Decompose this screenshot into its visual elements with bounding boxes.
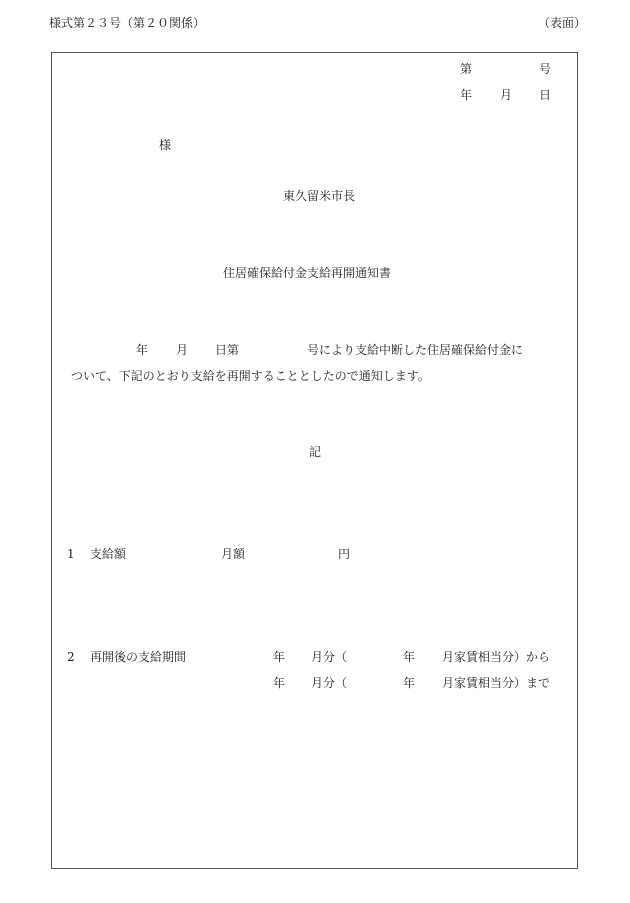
item2-row1-year2: 年 — [403, 650, 416, 664]
issuer: 東久留米市長 — [283, 189, 356, 203]
item1-label: 支給額 — [90, 547, 127, 561]
side-label: （表面） — [538, 16, 587, 30]
body-day-number: 日第 — [215, 343, 240, 357]
document-title: 住居確保給付金支給再開通知書 — [223, 266, 392, 280]
item2-row1-month-part: 月分（ — [311, 650, 348, 664]
ki-heading: 記 — [309, 445, 322, 459]
item2-row1-year: 年 — [273, 650, 286, 664]
body-month: 月 — [176, 343, 189, 357]
body-year: 年 — [136, 343, 149, 357]
addressee-suffix: 様 — [159, 138, 172, 152]
item1-number: 1 — [67, 547, 75, 561]
item2-label: 再開後の支給期間 — [90, 650, 187, 664]
item2-row2-year2: 年 — [403, 676, 416, 690]
body-line1: 号により支給中断した住居確保給付金に — [307, 343, 524, 357]
item2-number: 2 — [67, 650, 75, 664]
item1-monthly: 月額 — [221, 547, 246, 561]
item2-row2-year: 年 — [273, 676, 286, 690]
item2-row1-rent: 月家賃相当分）から — [442, 650, 551, 664]
document-frame — [51, 52, 578, 869]
document-number-prefix: 第 — [460, 62, 473, 76]
body-line2: ついて、下記のとおり支給を再開することとしたので通知します。 — [71, 369, 430, 383]
form-number: 様式第２３号（第２０関係） — [49, 16, 206, 30]
document-number-suffix: 号 — [539, 62, 552, 76]
item2-row2-month-part: 月分（ — [311, 676, 348, 690]
item1-yen: 円 — [338, 547, 351, 561]
item2-row2-rent: 月家賃相当分）まで — [442, 676, 551, 690]
date-year: 年 — [460, 88, 473, 102]
date-month: 月 — [500, 88, 513, 102]
date-day: 日 — [539, 88, 552, 102]
